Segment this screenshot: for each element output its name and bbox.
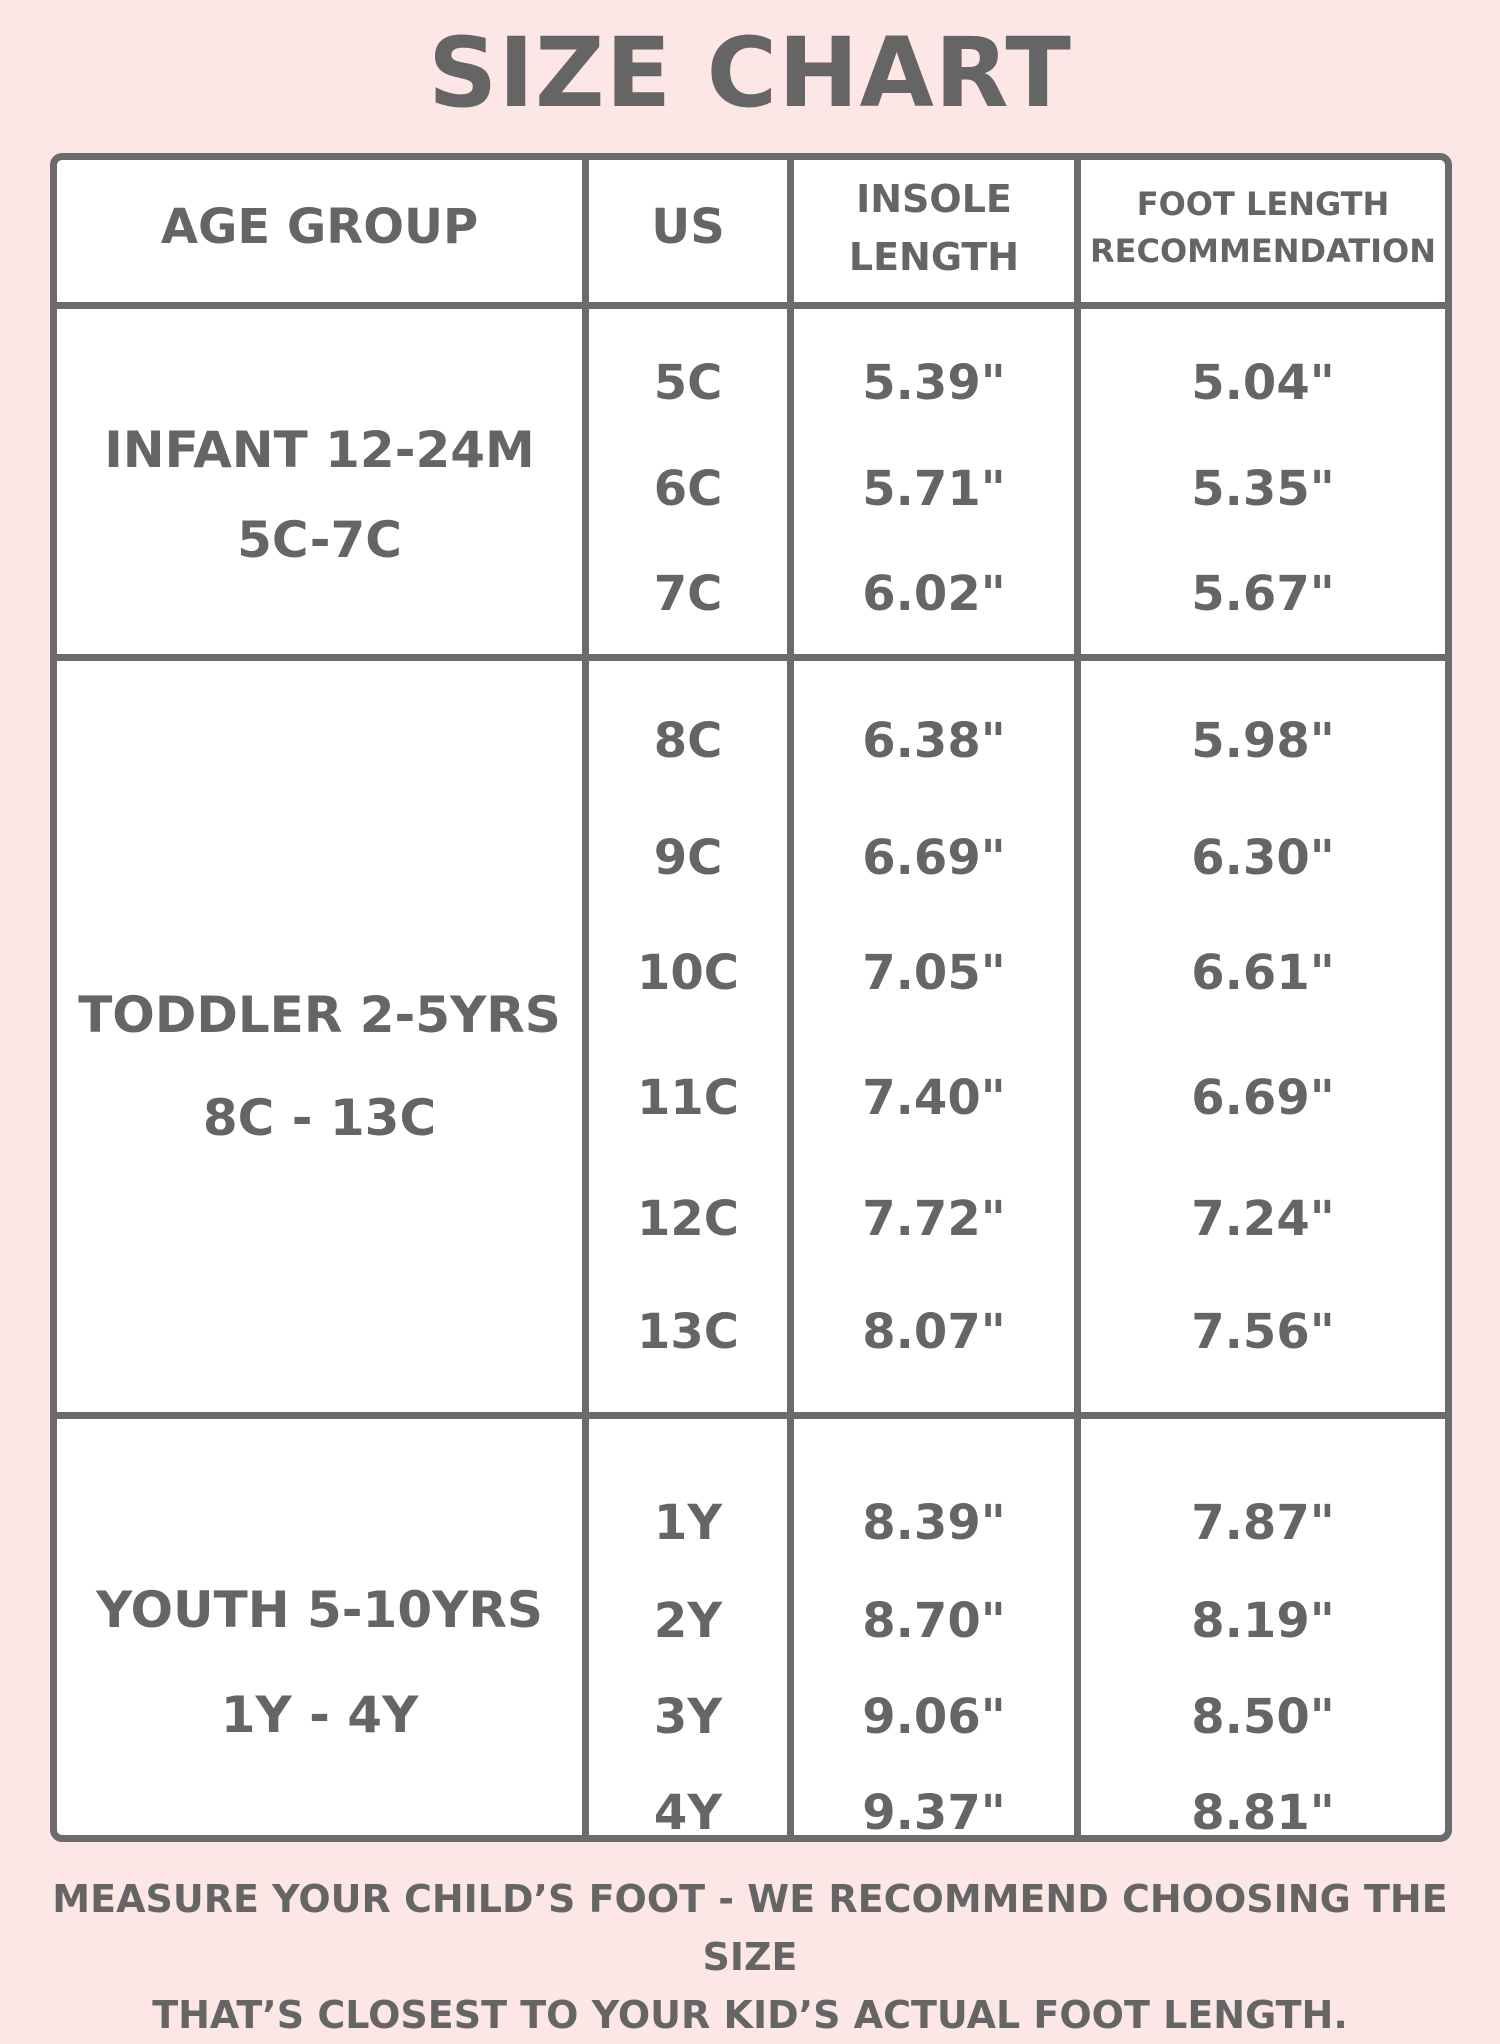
us-size: 13C	[636, 1304, 740, 1360]
footer-line-1: MEASURE YOUR CHILD’S FOOT - WE RECOMMEND CHOOSING THE SIZE	[52, 1877, 1448, 1979]
insole-length: 5.39"	[862, 355, 1006, 411]
column-divider	[787, 160, 794, 1835]
foot-length: 7.24"	[1191, 1191, 1335, 1247]
us-size: 1Y	[653, 1495, 723, 1551]
header-insole-line2: LENGTH	[848, 235, 1020, 279]
header-insole-line1: INSOLE	[856, 177, 1012, 221]
footer-line-2: THAT’S CLOSEST TO YOUR KID’S ACTUAL FOOT LENGTH.	[152, 1993, 1348, 2037]
header-us: US	[651, 199, 725, 255]
header-age-group: AGE GROUP	[160, 199, 479, 255]
foot-length: 6.69"	[1191, 1070, 1335, 1126]
insole-length: 9.37"	[862, 1785, 1006, 1841]
insole-length: 5.71"	[862, 461, 1006, 517]
insole-length: 6.38"	[862, 713, 1006, 769]
us-size: 11C	[636, 1070, 740, 1126]
insole-length: 6.02"	[862, 566, 1006, 622]
foot-length: 6.30"	[1191, 830, 1335, 886]
us-size: 3Y	[653, 1689, 723, 1745]
footer-note	[0, 1870, 1500, 2044]
group-infant-range: 5C-7C	[237, 511, 402, 569]
insole-length: 8.07"	[862, 1304, 1006, 1360]
row-divider	[57, 1412, 1445, 1419]
row-divider	[57, 302, 1445, 309]
column-divider	[1074, 160, 1081, 1835]
page-title: SIZE CHART	[428, 17, 1072, 129]
insole-length: 7.05"	[862, 945, 1006, 1001]
foot-length: 5.04"	[1191, 355, 1335, 411]
foot-length: 6.61"	[1191, 945, 1335, 1001]
us-size: 6C	[653, 461, 723, 517]
size-chart-table	[50, 153, 1452, 1842]
us-size: 7C	[653, 566, 723, 622]
us-size: 2Y	[653, 1593, 723, 1649]
group-infant-label: INFANT 12-24M	[104, 421, 535, 479]
insole-length: 9.06"	[862, 1689, 1006, 1745]
insole-length: 7.40"	[862, 1070, 1006, 1126]
foot-length: 7.56"	[1191, 1304, 1335, 1360]
us-size: 10C	[636, 945, 740, 1001]
foot-length: 5.67"	[1191, 566, 1335, 622]
insole-length: 6.69"	[862, 830, 1006, 886]
header-foot-line2: RECOMMENDATION	[1089, 232, 1437, 270]
us-size: 4Y	[653, 1785, 723, 1841]
row-divider	[57, 654, 1445, 661]
foot-length: 8.81"	[1191, 1785, 1335, 1841]
header-foot-line1: FOOT LENGTH	[1136, 185, 1390, 223]
insole-length: 7.72"	[862, 1191, 1006, 1247]
foot-length: 7.87"	[1191, 1495, 1335, 1551]
group-toddler-range: 8C - 13C	[202, 1089, 437, 1147]
group-toddler-label: TODDLER 2-5YRS	[78, 986, 561, 1044]
us-size: 5C	[653, 355, 723, 411]
us-size: 8C	[653, 713, 723, 769]
group-youth-label: YOUTH 5-10YRS	[96, 1581, 543, 1639]
group-youth-range: 1Y - 4Y	[220, 1686, 419, 1744]
insole-length: 8.70"	[862, 1593, 1006, 1649]
foot-length: 8.19"	[1191, 1593, 1335, 1649]
us-size: 9C	[653, 830, 723, 886]
foot-length: 5.98"	[1191, 713, 1335, 769]
us-size: 12C	[636, 1191, 740, 1247]
insole-length: 8.39"	[862, 1495, 1006, 1551]
foot-length: 5.35"	[1191, 461, 1335, 517]
column-divider	[582, 160, 589, 1835]
foot-length: 8.50"	[1191, 1689, 1335, 1745]
